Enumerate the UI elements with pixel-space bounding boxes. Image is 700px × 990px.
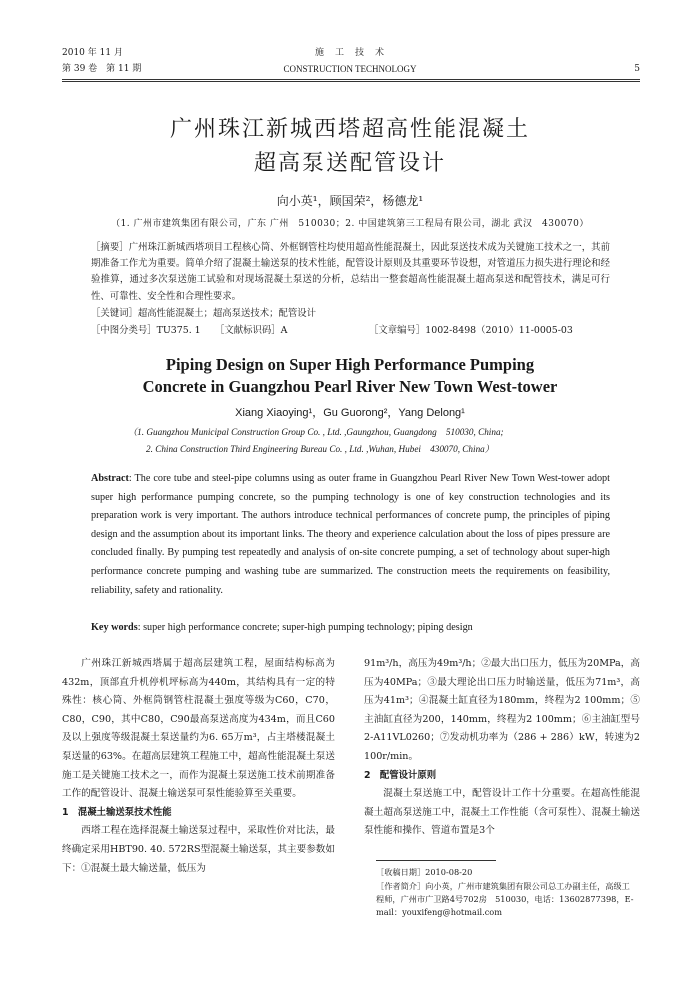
page-number: 5 xyxy=(634,64,640,74)
clc-code: TU375. 1 xyxy=(156,325,201,336)
doc-code: A xyxy=(280,325,288,336)
affiliations-en-line1: （1. Guangzhou Municipal Construction Group Co. , Ltd. ,Gaungzhou, Guangdong 510030, China; xyxy=(128,427,504,437)
abstract-en-text: : The core tube and steel-pipe columns using as outer frame in Guangzhou Pearl River New Town West-tower adopt super high performance pumping concrete, so the pumping technology is one of key construction technologies and its preparation work is very important. The authors introduce technical performances of concrete pump, the principles of piping design and the assumption about its important links. The theory and experience calculation about the loss of pipes pressure are concluded finally. By pumping test repeatedly and analysis of on-site concrete pumping, a set of technology about super-high performance concrete pumping and washing tube are summarized. The construction meets the requirements on feasibility, reliability, safety and rationality. xyxy=(91,473,610,596)
volume-issue: 第 39 卷 第 11 期 xyxy=(62,64,142,74)
title-en-line2: Concrete in Guangzhou Pearl River New Town West-tower xyxy=(142,377,558,396)
article-no-label: ［文章编号］ xyxy=(369,325,426,336)
keywords-zh-label: ［关键词］ xyxy=(91,308,138,319)
keywords-zh xyxy=(91,306,610,322)
article-no: 1002-8498（2010）11-0005-03 xyxy=(425,325,573,336)
header-rule-thin xyxy=(62,81,640,82)
title-en-line1: Piping Design on Super High Performance Pumping xyxy=(165,355,535,374)
issue-date: 2010 年 11 月 xyxy=(62,48,123,58)
title-zh-line1: 广州珠江新城西塔超高性能混凝土 xyxy=(169,117,530,142)
bio-label: ［作者简介］ xyxy=(376,881,426,891)
received-date: 2010-08-20 xyxy=(425,867,473,877)
keywords-zh-text: 超高性能混凝土；超高泵送技术；配管设计 xyxy=(137,308,317,319)
affiliations-zh: （1. 广州市建筑集团有限公司，广东 广州 510030；2. 中国建筑第三工程局有限公司，湖北 武汉 430070） xyxy=(111,219,589,229)
section-2-paragraph: 混凝土泵送施工中，配管设计工作十分重要。在超高性能混凝土超高泵送施工中，混凝土工作性能（含可泵性）、混凝土输送泵性能和操作、管道布置是3个 xyxy=(364,788,640,837)
clc-label: ［中图分类号］ xyxy=(91,325,157,336)
intro-paragraph: 广州珠江新城西塔属于超高层建筑工程，屋面结构标高为432m，顶部直升机停机坪标高为440m，其结构具有一定的特殊性：核心筒、外框筒钢管柱混凝土强度等级为C60，C70，C80，C90，其中C80，C90最高泵送高度为434m，而且C60及以上强度等级混凝土泵送量约为6. 65万m³，占主塔楼混凝土泵送量的63%。在超高层建筑工程施工中，超高性能混凝土泵送施工是关键施工技术之一，而作为混凝土泵送施工技术前期准备工作的配管设计、混凝土输送泵可泵性能验算至关重要。 xyxy=(62,658,335,800)
pump-parameters-paragraph: 91m³/h，高压为49m³/h；②最大出口压力，低压为20MPa，高压为40MPa；③最大理论出口压力时输送量，低压为71m³，高压为41m³；④混凝土缸直径为180mm，终程为2 100mm；⑤主油缸直径为200，140mm，终程为2 100mm；⑥主油缸型号 2-A11VL0260；⑦发动机功率为（286 + 286）kW，转速为2 100r/min。 xyxy=(364,658,650,762)
abstract-zh-text: 广州珠江新城西塔项目工程核心筒、外框钢管柱均使用超高性能混凝土，因此泵送技术成为关键施工技术之一，其前期准备工作尤为重要。简单介绍了混凝土输送泵的技术性能，配管设计原则及其重要环节设想，对管道压力损失进行理论和经验推算，通过多次泵送施工试验和对现场混凝土泵送的分析，总结出一整套超高性能混凝土超高泵送和配管技术，满足可行性、可靠性、安全性和合理性要求。 xyxy=(91,242,610,302)
journal-name-en: CONSTRUCTION TECHNOLOGY xyxy=(283,64,417,74)
footnote-rule xyxy=(376,860,496,861)
doc-code-label: ［文献标识码］ xyxy=(215,325,281,336)
abstract-en-label: Abstract xyxy=(91,473,129,484)
abstract-en xyxy=(91,470,610,600)
header-rule xyxy=(62,79,640,80)
abstract-zh xyxy=(91,240,610,305)
authors-zh: 向小英¹，顾国荣²，杨德龙¹ xyxy=(276,194,424,208)
section-1-paragraph: 西塔工程在选择混凝土输送泵过程中，采取性价对比法，最终确定采用HBT90. 40. 572RS型混凝土输送泵，其主要参数如下：①混凝土最大输送量，低压为 xyxy=(62,825,335,874)
journal-name-zh: 施 工 技 术 xyxy=(314,48,385,58)
received-label: ［收稿日期］ xyxy=(376,867,426,877)
keywords-en-text: : super high performance concrete; super-high pumping technology; piping design xyxy=(137,622,473,633)
body-left-column xyxy=(62,655,335,878)
body-right-column xyxy=(364,655,650,841)
keywords-en-label: Key words xyxy=(91,622,138,633)
footnote-received xyxy=(376,866,638,879)
affiliations-en-line2: 2. China Construction Third Engineering Bureau Co. , Ltd. ,Wuhan, Hubei 430070, China） xyxy=(146,444,494,454)
bio-text: 向小英，广州市建筑集团有限公司总工办副主任，高级工程师，广州市广卫路4号702房 510030，电话：13602877398，E-mail：youxifeng@hotmail.com xyxy=(376,881,634,917)
title-zh-line2: 超高泵送配管设计 xyxy=(253,151,446,176)
keywords-en xyxy=(91,619,610,638)
authors-en: Xiang Xiaoying¹，Gu Guorong²，Yang Delong¹ xyxy=(235,407,465,419)
footnote-bio xyxy=(376,880,638,919)
section-2-heading: 2 配管设计原则 xyxy=(364,769,437,781)
section-1-heading: 1 混凝土输送泵技术性能 xyxy=(62,806,172,818)
abstract-zh-label: ［摘要］ xyxy=(91,242,129,253)
